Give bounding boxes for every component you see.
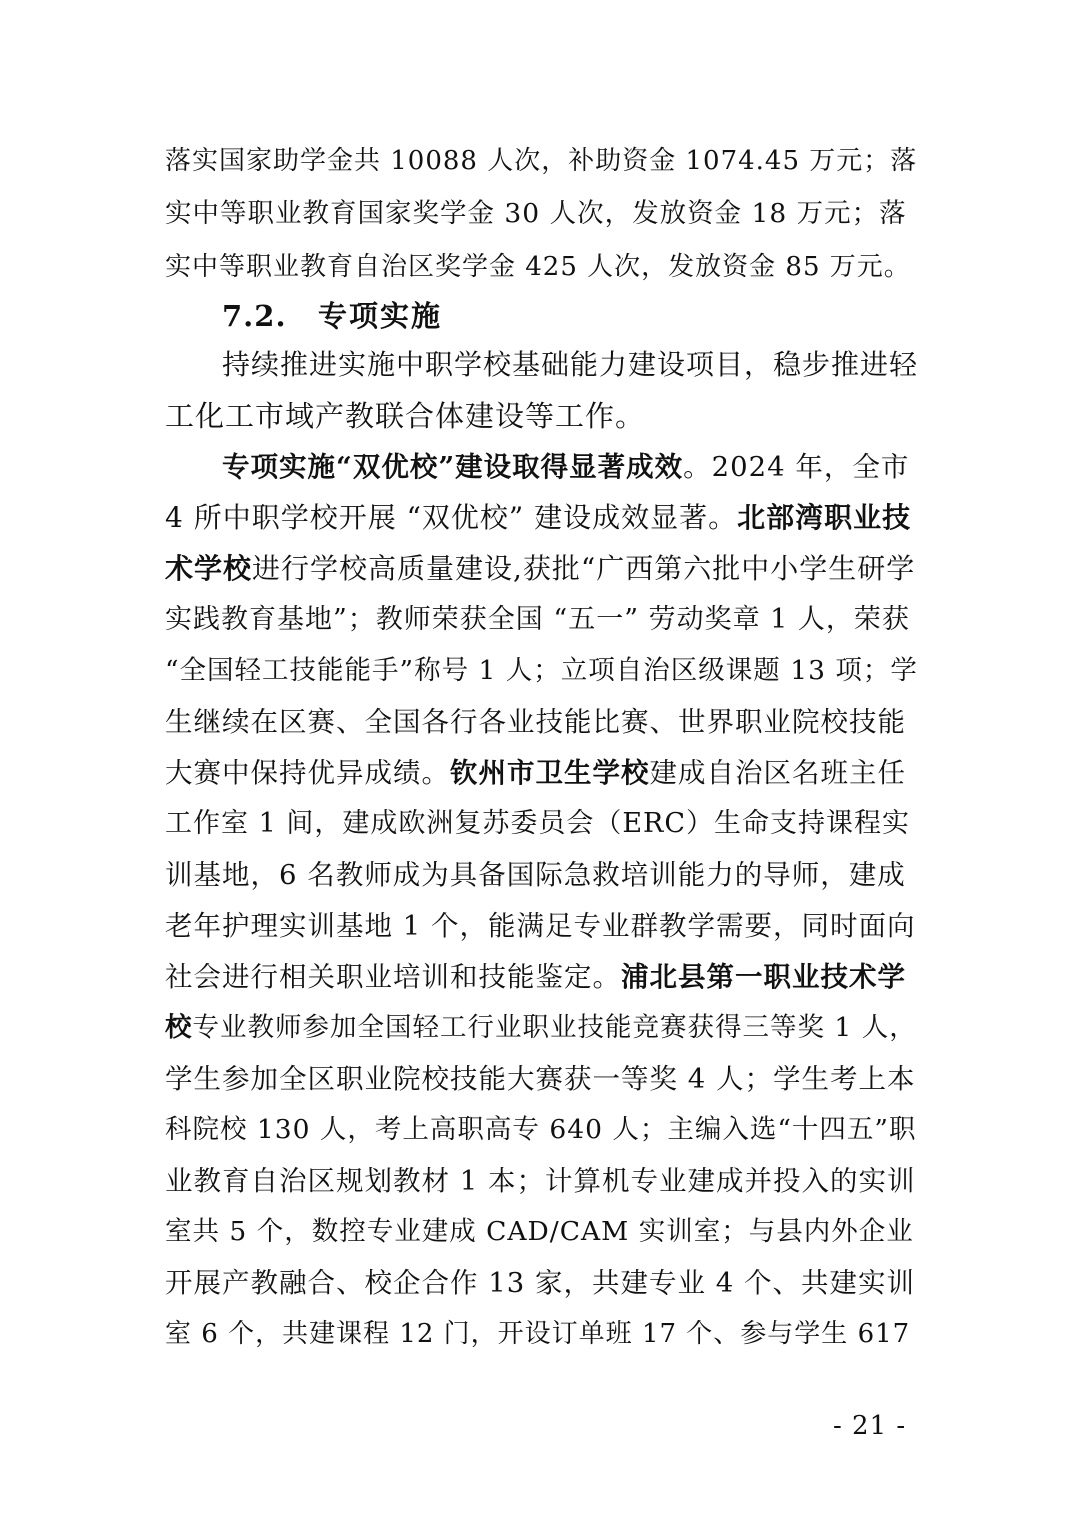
body-text-line: 室共 5 个，数控专业建成 CAD/CAM 实训室；与县内外企业: [165, 1216, 914, 1247]
body-text-line: 落实国家助学金共 10088 人次，补助资金 1074.45 万元；落: [165, 146, 918, 176]
body-text-line: [222, 445, 909, 489]
body-text-line: 开展产教融合、校企合作 13 家，共建专业 4 个、共建实训: [165, 1267, 915, 1299]
body-text-line: 老年护理实训基地 1 个，能满足专业群教学需要，同时面向: [165, 910, 916, 942]
section-number: 7.2.: [222, 299, 287, 333]
body-text-line: 工化工市域产教联合体建设等工作。: [165, 399, 646, 433]
school-name-bold: 钦州市卫生学校: [450, 757, 650, 789]
section-heading: [222, 294, 442, 338]
bold-lead-text: 专项实施“双优校”建设取得显著成效: [222, 451, 684, 483]
body-text-line: 实中等职业教育国家奖学金 30 人次，发放资金 18 万元；落: [165, 198, 907, 229]
text-span: 大赛中保持优异成绩。: [165, 757, 450, 789]
school-name-bold: 术学校: [165, 552, 253, 585]
body-text-line: 持续推进实施中职学校基础能力建设项目，稳步推进轻: [222, 348, 919, 381]
body-text-line: 训基地，6 名教师成为具备国际急救培训能力的导师，建成: [165, 859, 906, 891]
school-name-bold: 校: [165, 1012, 193, 1043]
school-name-bold: 北部湾职业技: [737, 501, 912, 534]
body-text-line: “全国轻工技能能手”称号 1 人；立项自治区级课题 13 项；学: [165, 655, 918, 686]
text-span: 专业教师参加全国轻工行业职业技能竞赛获得三等奖 1 人，: [192, 1012, 917, 1043]
body-text-line: 实践教育基地”；教师荣获全国 “五一” 劳动奖章 1 人，荣获: [165, 604, 910, 635]
text-span: 社会进行相关职业培训和技能鉴定。: [165, 961, 621, 993]
text-span: 进行学校高质量建设,获批“广西第六批中小学生研学: [252, 552, 916, 585]
body-text-line: 实中等职业教育自治区奖学金 425 人次，发放资金 85 万元。: [165, 252, 911, 282]
text-span: 建成自治区名班主任: [649, 757, 906, 789]
page-number: - 21 -: [833, 1411, 907, 1441]
school-name-bold: 浦北县第一职业技术学: [621, 961, 906, 993]
body-text-line: 生继续在区赛、全国各行各业技能比赛、世界职业院校技能: [165, 706, 906, 738]
body-text-line: [165, 496, 911, 540]
text-span: 。2024 年，全市: [683, 451, 910, 483]
body-text-line: 业教育自治区规划教材 1 本；计算机专业建成并投入的实训: [165, 1165, 916, 1197]
text-span: 4 所中职学校开展 “双优校” 建设成效显著。: [165, 501, 738, 534]
body-text-line: 科院校 130 人，考上高职高专 640 人；主编入选“十四五”职: [165, 1114, 917, 1145]
body-text-line: [165, 955, 906, 999]
body-text-line: [165, 751, 906, 795]
section-title: 专项实施: [318, 299, 443, 333]
body-text-line: [165, 1006, 917, 1050]
body-text-line: [165, 547, 915, 591]
body-text-line: 学生参加全区职业院校技能大赛获一等奖 4 人；学生考上本: [165, 1063, 916, 1095]
body-text-line: 室 6 个，共建课程 12 门，开设订单班 17 个、参与学生 617: [165, 1319, 911, 1349]
body-text-line: 工作室 1 间，建成欧洲复苏委员会（ERC）生命支持课程实: [165, 808, 911, 839]
